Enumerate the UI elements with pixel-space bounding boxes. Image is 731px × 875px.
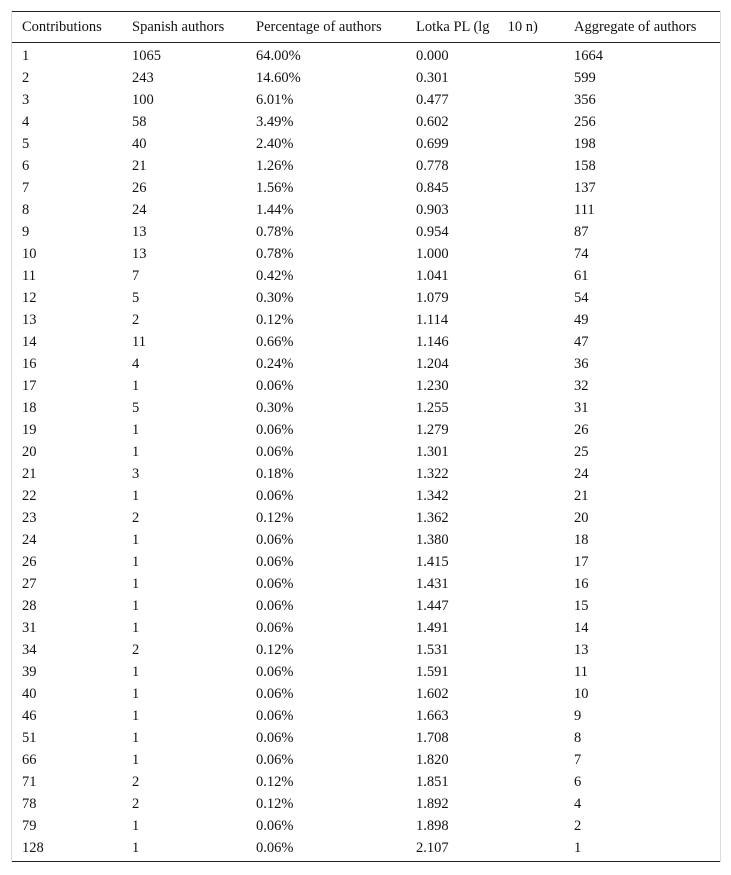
cell-contributions: 19 (22, 422, 37, 438)
cell-contributions: 4 (22, 114, 30, 130)
cell-aggregate: 26 (574, 422, 589, 438)
cell-spanish-authors: 1 (132, 752, 140, 768)
cell-spanish-authors: 5 (132, 400, 140, 416)
table-row (12, 287, 720, 309)
cell-contributions: 21 (22, 466, 37, 482)
cell-contributions: 14 (22, 334, 37, 350)
cell-percentage: 64.00% (256, 48, 301, 64)
cell-lotka: 1.000 (416, 246, 449, 262)
table-row (12, 771, 720, 793)
cell-lotka: 1.708 (416, 730, 449, 746)
cell-contributions: 6 (22, 158, 30, 174)
cell-contributions: 24 (22, 532, 37, 548)
cell-spanish-authors: 1 (132, 664, 140, 680)
cell-aggregate: 11 (574, 664, 588, 680)
cell-contributions: 10 (22, 246, 37, 262)
cell-lotka: 1.820 (416, 752, 449, 768)
cell-aggregate: 2 (574, 818, 582, 834)
cell-aggregate: 8 (574, 730, 582, 746)
cell-percentage: 0.06% (256, 708, 294, 724)
table-row (12, 573, 720, 595)
cell-percentage: 2.40% (256, 136, 294, 152)
cell-spanish-authors: 7 (132, 268, 140, 284)
cell-percentage: 1.44% (256, 202, 294, 218)
cell-percentage: 1.56% (256, 180, 294, 196)
cell-aggregate: 17 (574, 554, 589, 570)
cell-lotka: 1.301 (416, 444, 449, 460)
table-row (12, 837, 720, 862)
table-row (12, 177, 720, 199)
table-row (12, 375, 720, 397)
cell-lotka: 1.114 (416, 312, 449, 328)
table-row (12, 485, 720, 507)
cell-contributions: 1 (22, 48, 30, 64)
cell-aggregate: 32 (574, 378, 589, 394)
cell-percentage: 0.12% (256, 642, 294, 658)
header-lotka-part-b: 10 n) (507, 19, 538, 35)
table-row (12, 793, 720, 815)
cell-contributions: 5 (22, 136, 30, 152)
table-row (12, 463, 720, 485)
cell-aggregate: 14 (574, 620, 589, 636)
cell-aggregate: 1664 (574, 48, 603, 64)
cell-percentage: 0.06% (256, 598, 294, 614)
cell-contributions: 3 (22, 92, 30, 108)
table-row (12, 419, 720, 441)
table-row (12, 199, 720, 221)
cell-lotka: 1.362 (416, 510, 449, 526)
table-row (12, 133, 720, 155)
cell-lotka: 0.477 (416, 92, 449, 108)
cell-lotka: 0.903 (416, 202, 449, 218)
cell-lotka: 1.322 (416, 466, 449, 482)
cell-spanish-authors: 13 (132, 246, 147, 262)
header-contributions: Contributions (12, 12, 122, 43)
cell-aggregate: 87 (574, 224, 589, 240)
cell-contributions: 39 (22, 664, 37, 680)
table-header (12, 12, 720, 43)
cell-spanish-authors: 40 (132, 136, 147, 152)
header-lotka (406, 12, 564, 43)
cell-contributions: 2 (22, 70, 30, 86)
cell-spanish-authors: 1 (132, 576, 140, 592)
cell-lotka: 1.431 (416, 576, 449, 592)
cell-aggregate: 4 (574, 796, 582, 812)
cell-lotka: 1.230 (416, 378, 449, 394)
cell-aggregate: 13 (574, 642, 589, 658)
table-row (12, 43, 720, 68)
cell-lotka: 1.531 (416, 642, 449, 658)
cell-aggregate: 49 (574, 312, 589, 328)
cell-aggregate: 21 (574, 488, 589, 504)
cell-aggregate: 198 (574, 136, 596, 152)
table-row (12, 639, 720, 661)
cell-spanish-authors: 1 (132, 378, 140, 394)
table-row (12, 815, 720, 837)
cell-aggregate: 9 (574, 708, 582, 724)
cell-lotka: 0.778 (416, 158, 449, 174)
table-body (12, 43, 720, 862)
cell-contributions: 78 (22, 796, 37, 812)
table-row (12, 353, 720, 375)
cell-spanish-authors: 1 (122, 837, 246, 862)
lotka-table (12, 11, 720, 862)
header-percentage: Percentage of authors (246, 12, 406, 43)
cell-spanish-authors: 24 (132, 202, 147, 218)
cell-lotka: 0.602 (416, 114, 449, 130)
cell-aggregate: 20 (574, 510, 589, 526)
cell-percentage: 0.30% (256, 400, 294, 416)
cell-percentage: 0.06% (256, 686, 294, 702)
cell-aggregate: 137 (574, 180, 596, 196)
cell-percentage: 0.24% (256, 356, 294, 372)
cell-percentage: 0.06% (256, 554, 294, 570)
table-row (12, 507, 720, 529)
cell-lotka: 1.079 (416, 290, 449, 306)
cell-contributions: 9 (22, 224, 30, 240)
lotka-table-container (11, 11, 721, 862)
cell-percentage: 0.06% (256, 444, 294, 460)
table-row (12, 243, 720, 265)
table-row (12, 617, 720, 639)
header-aggregate: Aggregate of authors (564, 12, 720, 43)
table-row (12, 705, 720, 727)
cell-lotka: 1.892 (416, 796, 449, 812)
cell-aggregate: 7 (574, 752, 582, 768)
cell-spanish-authors: 1 (132, 554, 140, 570)
table-row (12, 727, 720, 749)
cell-spanish-authors: 1 (132, 708, 140, 724)
cell-aggregate: 6 (574, 774, 582, 790)
cell-aggregate: 1 (564, 837, 720, 862)
cell-contributions: 23 (22, 510, 37, 526)
cell-percentage: 0.12% (256, 774, 294, 790)
cell-percentage: 0.66% (256, 334, 294, 350)
cell-spanish-authors: 21 (132, 158, 147, 174)
table-row (12, 441, 720, 463)
cell-percentage: 0.78% (256, 224, 294, 240)
cell-lotka: 1.602 (416, 686, 449, 702)
cell-contributions: 7 (22, 180, 30, 196)
cell-percentage: 0.06% (256, 576, 294, 592)
cell-aggregate: 74 (574, 246, 589, 262)
cell-lotka: 0.845 (416, 180, 449, 196)
cell-lotka: 0.699 (416, 136, 449, 152)
table-row (12, 661, 720, 683)
cell-lotka: 1.663 (416, 708, 449, 724)
cell-percentage: 0.18% (256, 466, 294, 482)
cell-contributions: 66 (22, 752, 37, 768)
table-row (12, 309, 720, 331)
cell-percentage: 6.01% (256, 92, 294, 108)
cell-percentage: 0.06% (256, 422, 294, 438)
cell-contributions: 12 (22, 290, 37, 306)
table-row (12, 397, 720, 419)
table-row (12, 595, 720, 617)
cell-spanish-authors: 3 (132, 466, 140, 482)
cell-spanish-authors: 5 (132, 290, 140, 306)
cell-spanish-authors: 2 (132, 510, 140, 526)
cell-contributions: 31 (22, 620, 37, 636)
cell-percentage: 0.06% (256, 532, 294, 548)
cell-aggregate: 18 (574, 532, 589, 548)
table-row (12, 221, 720, 243)
cell-spanish-authors: 4 (132, 356, 140, 372)
cell-aggregate: 47 (574, 334, 589, 350)
cell-percentage: 0.06% (256, 664, 294, 680)
cell-percentage: 0.78% (256, 246, 294, 262)
table-row (12, 749, 720, 771)
cell-spanish-authors: 1 (132, 620, 140, 636)
cell-lotka: 1.851 (416, 774, 449, 790)
cell-lotka: 0.000 (416, 48, 449, 64)
cell-spanish-authors: 1 (132, 686, 140, 702)
table-row (12, 683, 720, 705)
cell-lotka: 1.204 (416, 356, 449, 372)
cell-contributions: 27 (22, 576, 37, 592)
cell-percentage: 0.06% (256, 378, 294, 394)
cell-contributions: 20 (22, 444, 37, 460)
cell-spanish-authors: 1 (132, 444, 140, 460)
cell-aggregate: 54 (574, 290, 589, 306)
cell-lotka: 0.954 (416, 224, 449, 240)
header-lotka-part-a: Lotka PL (lg (416, 19, 490, 35)
cell-lotka: 0.301 (416, 70, 449, 86)
cell-lotka: 1.146 (416, 334, 449, 350)
cell-contributions: 28 (22, 598, 37, 614)
header-spanish-authors: Spanish authors (122, 12, 246, 43)
cell-aggregate: 10 (574, 686, 589, 702)
cell-aggregate: 24 (574, 466, 589, 482)
cell-percentage: 0.30% (256, 290, 294, 306)
cell-lotka: 1.342 (416, 488, 449, 504)
cell-aggregate: 256 (574, 114, 596, 130)
cell-spanish-authors: 11 (132, 334, 146, 350)
cell-aggregate: 36 (574, 356, 589, 372)
cell-aggregate: 15 (574, 598, 589, 614)
cell-spanish-authors: 2 (132, 774, 140, 790)
cell-lotka: 1.591 (416, 664, 449, 680)
cell-spanish-authors: 100 (132, 92, 154, 108)
cell-contributions: 34 (22, 642, 37, 658)
cell-percentage: 0.06% (246, 837, 406, 862)
table-row (12, 265, 720, 287)
cell-spanish-authors: 58 (132, 114, 147, 130)
cell-percentage: 0.06% (256, 818, 294, 834)
cell-spanish-authors: 1 (132, 422, 140, 438)
cell-contributions: 8 (22, 202, 30, 218)
table-row (12, 67, 720, 89)
cell-lotka: 1.491 (416, 620, 449, 636)
header-row (12, 12, 720, 43)
cell-spanish-authors: 1 (132, 730, 140, 746)
cell-percentage: 0.06% (256, 488, 294, 504)
cell-spanish-authors: 1 (132, 818, 140, 834)
cell-percentage: 3.49% (256, 114, 294, 130)
cell-contributions: 71 (22, 774, 37, 790)
table-row (12, 331, 720, 353)
cell-lotka: 1.447 (416, 598, 449, 614)
cell-aggregate: 61 (574, 268, 589, 284)
cell-contributions: 17 (22, 378, 37, 394)
cell-aggregate: 599 (574, 70, 596, 86)
cell-contributions: 40 (22, 686, 37, 702)
table-row (12, 551, 720, 573)
cell-percentage: 14.60% (256, 70, 301, 86)
cell-spanish-authors: 26 (132, 180, 147, 196)
table-row (12, 111, 720, 133)
cell-contributions: 16 (22, 356, 37, 372)
cell-aggregate: 111 (574, 202, 595, 218)
cell-aggregate: 356 (574, 92, 596, 108)
table-row (12, 89, 720, 111)
cell-spanish-authors: 1 (132, 488, 140, 504)
cell-contributions: 51 (22, 730, 37, 746)
cell-percentage: 0.42% (256, 268, 294, 284)
cell-spanish-authors: 2 (132, 642, 140, 658)
cell-contributions: 79 (22, 818, 37, 834)
cell-percentage: 0.06% (256, 730, 294, 746)
cell-aggregate: 158 (574, 158, 596, 174)
cell-lotka: 1.041 (416, 268, 449, 284)
cell-contributions: 13 (22, 312, 37, 328)
cell-spanish-authors: 1065 (132, 48, 161, 64)
cell-aggregate: 16 (574, 576, 589, 592)
cell-lotka: 1.380 (416, 532, 449, 548)
cell-lotka: 1.415 (416, 554, 449, 570)
cell-contributions: 18 (22, 400, 37, 416)
cell-percentage: 0.12% (256, 796, 294, 812)
cell-spanish-authors: 1 (132, 532, 140, 548)
table-row (12, 529, 720, 551)
cell-spanish-authors: 2 (132, 796, 140, 812)
cell-contributions: 11 (22, 268, 36, 284)
cell-percentage: 1.26% (256, 158, 294, 174)
cell-lotka: 2.107 (406, 837, 564, 862)
cell-lotka: 1.255 (416, 400, 449, 416)
table-row (12, 155, 720, 177)
cell-percentage: 0.12% (256, 510, 294, 526)
cell-percentage: 0.12% (256, 312, 294, 328)
cell-contributions: 26 (22, 554, 37, 570)
cell-spanish-authors: 1 (132, 598, 140, 614)
cell-lotka: 1.279 (416, 422, 449, 438)
cell-spanish-authors: 243 (132, 70, 154, 86)
cell-contributions: 46 (22, 708, 37, 724)
cell-lotka: 1.898 (416, 818, 449, 834)
cell-aggregate: 31 (574, 400, 589, 416)
cell-spanish-authors: 2 (132, 312, 140, 328)
cell-aggregate: 25 (574, 444, 589, 460)
cell-contributions: 128 (12, 837, 122, 862)
cell-spanish-authors: 13 (132, 224, 147, 240)
cell-percentage: 0.06% (256, 752, 294, 768)
cell-percentage: 0.06% (256, 620, 294, 636)
cell-contributions: 22 (22, 488, 37, 504)
